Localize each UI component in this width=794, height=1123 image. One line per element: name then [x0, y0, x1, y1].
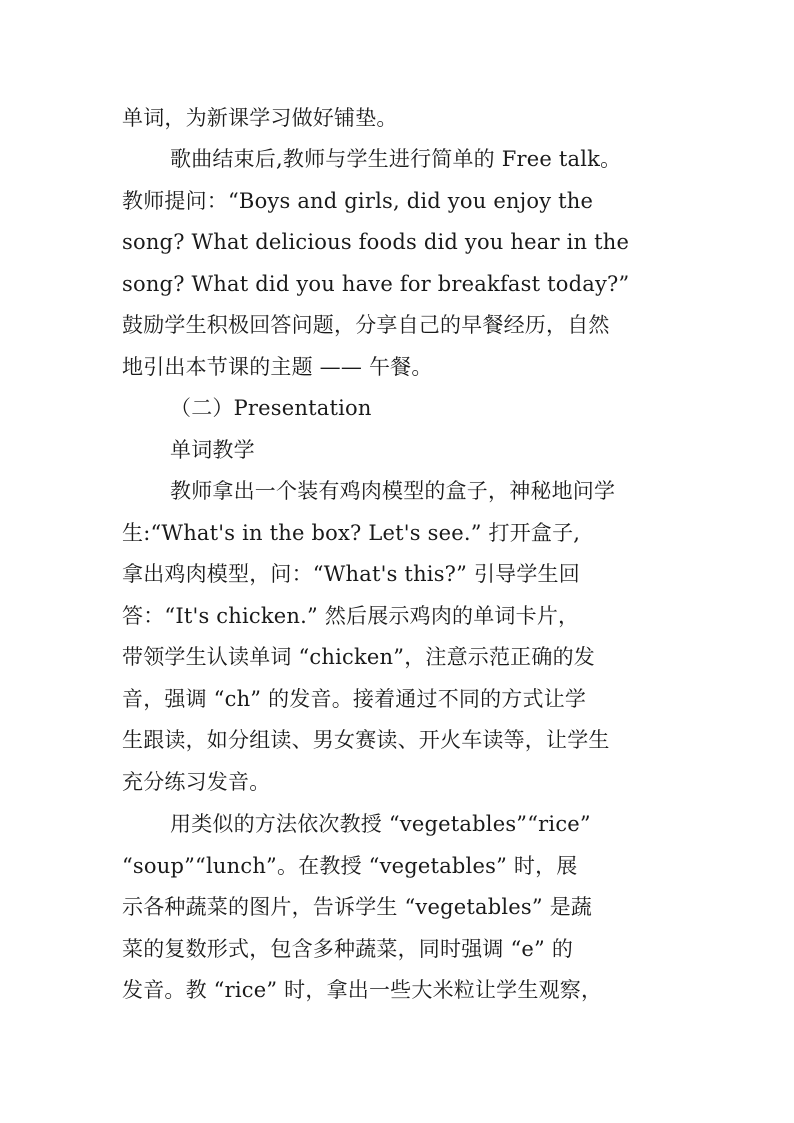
- text-line: 地引出本节课的主题 —— 午餐。: [122, 355, 433, 379]
- text-line: 带领学生认读单词 “chicken”，注意示范正确的发: [122, 645, 595, 669]
- text-line: 歌曲结束后,教师与学生进行简单的 Free talk。: [170, 147, 622, 171]
- subsection-heading: 单词教学: [170, 438, 255, 462]
- text-line: “soup”“lunch”。在教授 “vegetables” 时，展: [122, 854, 578, 878]
- text-line: 教师拿出一个装有鸡肉模型的盒子，神秘地问学: [170, 479, 616, 503]
- text-line: 菜的复数形式，包含多种蔬菜，同时强调 “e” 的: [122, 937, 574, 961]
- text-line: song? What delicious foods did you hear in the: [122, 230, 630, 254]
- text-line: 用类似的方法依次教授 “vegetables”“rice”: [170, 812, 591, 836]
- text-line: 音，强调 “ch” 的发音。接着通过不同的方式让学: [122, 687, 587, 711]
- text-line: 生跟读，如分组读、男女赛读、开火车读等，让学生: [122, 728, 610, 752]
- text-line: 发音。教 “rice” 时，拿出一些大米粒让学生观察，: [122, 978, 603, 1002]
- text-line: 答：“It's chicken.” 然后展示鸡肉的单词卡片，: [122, 604, 580, 628]
- text-line: 教师提问：“Boys and girls, did you enjoy the: [122, 189, 594, 213]
- text-line: 充分练习发音。: [122, 770, 271, 794]
- section-heading: （二）Presentation: [170, 396, 372, 420]
- text-line: 示各种蔬菜的图片，告诉学生 “vegetables” 是蔬: [122, 895, 593, 919]
- text-line: 拿出鸡肉模型，问：“What's this?” 引导学生回: [122, 562, 580, 586]
- text-line: 单词，为新课学习做好铺垫。: [122, 106, 398, 130]
- text-line: 生:“What's in the box? Let's see.” 打开盒子,: [122, 521, 581, 545]
- text-line: song? What did you have for breakfast today?”: [122, 272, 630, 296]
- text-line: 鼓励学生积极回答问题，分享自己的早餐经历，自然: [122, 313, 610, 337]
